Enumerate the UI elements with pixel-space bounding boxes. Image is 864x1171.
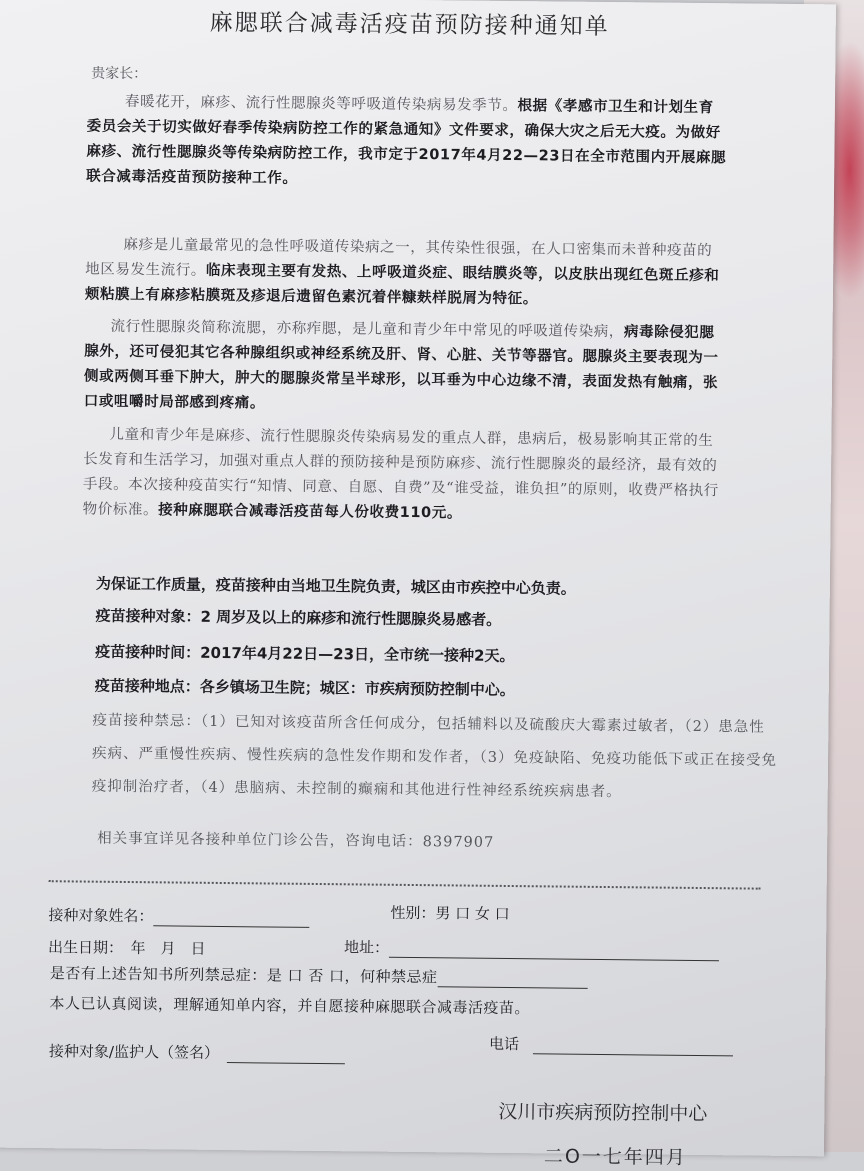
- signature-label: 接种对象/监护人（签名）: [48, 1042, 220, 1062]
- field-name: [48, 904, 309, 928]
- consult-line: 相关事宜详见各接种单位门诊公告，咨询电话：8397907: [97, 830, 495, 851]
- place-line: 疫苗接种地点：各乡镇场卫生院；城区：市疾病预防控制中心。: [94, 676, 515, 700]
- paragraph-mumps: [84, 315, 725, 422]
- paragraph-vaccination-policy: [83, 423, 724, 530]
- policy-light-text: 儿童和青少年是麻疹、流行性腮腺炎传染病易发的重点人群，患病后，极易影响其正常的生长发育和生活学习，加强对重点人群的预防接种是预防麻疹、流行性腮腺炎的最经济，最有效的手段。本次接种疫苗实行“知情、同意、自愿、自费”及“谁受益，谁负担”的原则，收费严格执行物价标准。: [82, 426, 720, 519]
- intro-light-text: 春暖花开，麻疹、流行性腮腺炎等呼吸道传染病易发季节。: [124, 93, 518, 115]
- phone-label: 电话: [488, 1034, 520, 1054]
- salutation: 贵家长：: [91, 65, 148, 83]
- quality-line: 为保证工作质量，疫苗接种由当地卫生院负责，城区由市疾控中心负责。: [95, 574, 576, 598]
- contra-question: 是否有上述告知书所列禁忌症：是 口 否 口，何种禁忌症: [49, 964, 438, 987]
- measles-bold-text: 临床表现主要有发热、上呼吸道炎症、眼结膜炎等，以皮肤出现红色斑丘疹和颊粘膜上有麻疹粘膜斑及疹退后遗留色素沉着伴糠麸样脱屑为特征。: [84, 262, 720, 308]
- document-title: 麻腮联合减毒活疫苗预防接种通知单: [209, 9, 610, 41]
- signature-blank[interactable]: [227, 1044, 345, 1064]
- paragraph-intro: [86, 90, 727, 197]
- field-phone: [489, 1033, 733, 1057]
- issue-date: 二O一七年四月: [543, 1145, 687, 1169]
- field-signature: [49, 1040, 345, 1064]
- mumps-bold-text: 病毒除侵犯腮腺外，还可侵犯其它各种腺组织或神经系统及肝、肾、心脏、关节等器官。腮腺炎主要表现为一侧或两侧耳垂下肿大，肿大的腮腺炎常呈半球形，以耳垂为中心边缘不清，表面发热有触痛，张口或咀嚼时局部感到疼痛。: [83, 324, 719, 412]
- contraindications-text: 疫苗接种禁忌：（1）已知对该疫苗所含任何成分，包括辅料以及硫酸庆大霉素过敏者，（2）患急性疾病、严重慢性疾病、慢性疾病的急性发作期和发作者，（3）免疫缺陷、免疫功能低下或正在接受免疫抑制治疗者，（4）患脑病、未控制的癫痫和其他进行性神经系统疾病患者。: [91, 712, 778, 801]
- declaration-line: 本人已认真阅读，理解通知单内容，并自愿接种麻腮联合减毒活疫苗。: [49, 994, 531, 1018]
- intro-bold-text: 根据《孝感市卫生和计划生育委员会关于切实做好春季传染病防控工作的紧急通知》文件要求，确保大灾之后无大疫。为做好麻疹、流行性腮腺炎等传染病防控工作，我市定于2017年4月22—23日在全市范围内开展麻腮联合减毒活疫苗预防接种工作。: [86, 98, 727, 187]
- address-label: 地址：: [343, 938, 390, 957]
- phone-blank[interactable]: [533, 1035, 733, 1056]
- field-address: [344, 936, 719, 961]
- fee-text: 接种麻腮联合减毒活疫苗每人份收费110元。: [158, 502, 463, 522]
- address-blank[interactable]: [389, 939, 719, 961]
- contra-blank[interactable]: [437, 968, 587, 989]
- mumps-light-text: 流行性腮腺炎简称流腮，亦称痄腮，是儿童和青少年中常见的呼吸道传染病，: [110, 318, 625, 341]
- measles-light-text: 麻疹是儿童最常见的急性呼吸道传染病之一，其传染性很强，在人口密集而未普种疫苗的地区易发生流行。: [85, 236, 713, 279]
- birth-label: 出生日期： 年 月 日: [47, 938, 206, 958]
- name-blank[interactable]: [153, 907, 309, 928]
- name-label: 接种对象姓名：: [48, 906, 154, 926]
- tear-off-separator: [49, 880, 761, 889]
- gender-label: 性别：男 口 女 口: [390, 903, 510, 924]
- target-line: 疫苗接种对象：2 周岁及以上的麻疹和流行性腮腺炎易感者。: [95, 606, 502, 629]
- issuer-name: 汉川市疾病预防控制中心: [498, 1100, 708, 1126]
- time-line: 疫苗接种时间：2017年4月22日—23日，全市统一接种2天。: [95, 642, 515, 666]
- paragraph-measles: [85, 233, 726, 315]
- field-contraindication: [50, 962, 588, 989]
